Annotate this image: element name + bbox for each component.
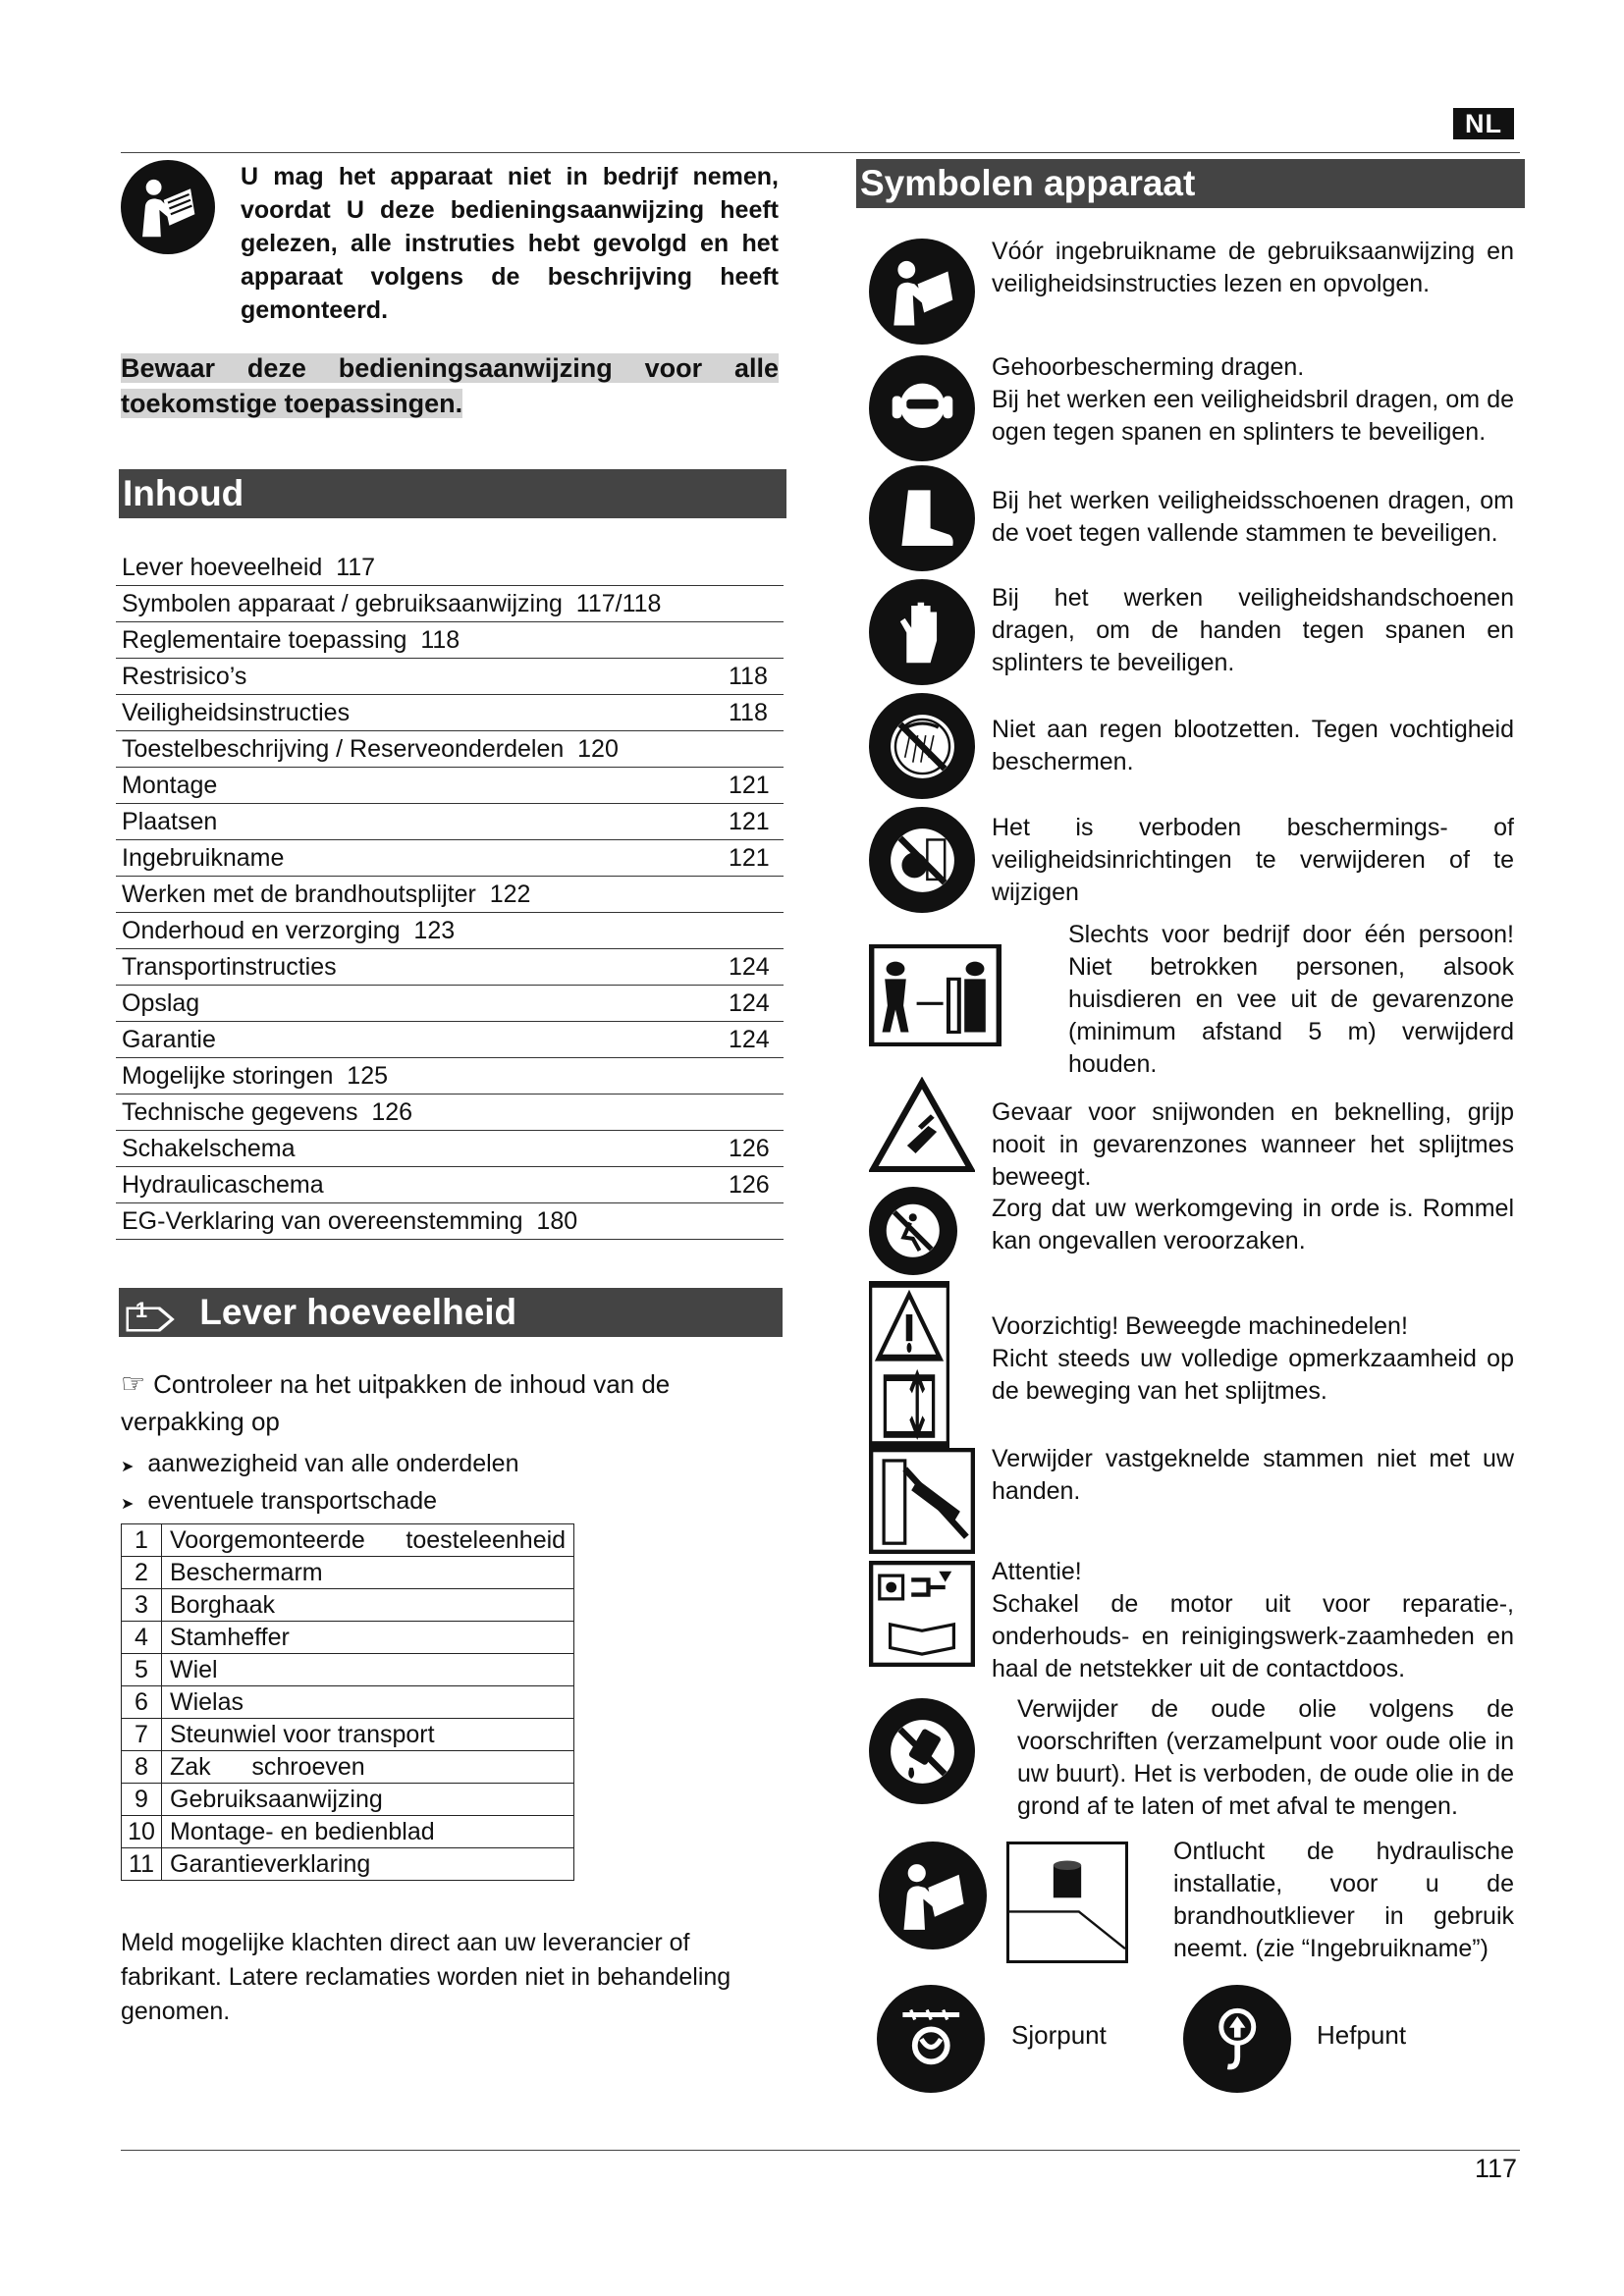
toc-entry-label: Toestelbeschrijving / Reserveonderdelen 120 <box>122 735 619 763</box>
tidy-workplace-icon <box>869 1187 957 1275</box>
symbol-description: Attentie! Schakel de motor uit voor reparatie-, onderhouds- en reinigingswerk-zaamheden en haal de netstekker uit de contactdoos. <box>992 1558 1514 1682</box>
symbol-description: Ontlucht de hydraulische installatie, voor u de brandhoutkliever in gebruik neemt. (zie “Ingebruikname”) <box>1173 1838 1514 1962</box>
toc-entry-page <box>729 622 778 658</box>
part-description: Wiel <box>162 1654 574 1686</box>
toc-entry[interactable] <box>116 550 784 586</box>
symbol-description: Voorzichtig! Beweegde machinedelen! Richt steeds uw volledige opmerkzaamheid op de beweging van het splijtmes. <box>992 1312 1514 1405</box>
symbol-description: Bij het werken veiligheidsschoenen dragen, om de voet tegen vallende stammen te beveiligen. <box>992 487 1514 547</box>
table-row <box>122 1848 574 1881</box>
lashing-point-label: Sjorpunt <box>1011 2020 1107 2050</box>
toc-entry-page: 121 <box>729 772 770 799</box>
toc-entry-label: Restrisico’s <box>122 663 247 690</box>
toc-entry-label: EG-Verklaring van overeenstemming 180 <box>122 1207 578 1235</box>
table-row <box>122 1622 574 1654</box>
bullet-arrow-icon: ➤ <box>121 1496 135 1513</box>
toc-entry-page <box>729 1058 778 1094</box>
toc-entry-page <box>729 550 778 585</box>
safety-boot-icon <box>869 465 975 571</box>
toc-entry-label: Technische gegevens 126 <box>122 1098 413 1126</box>
part-description: Voorgemonteerde toesteleenheid <box>162 1524 574 1557</box>
toc-entry-page: 118 <box>729 699 768 726</box>
toc-entry[interactable] <box>116 804 784 840</box>
table-row <box>122 1557 574 1589</box>
table-of-contents <box>116 550 784 1240</box>
part-description: Wielas <box>162 1686 574 1719</box>
toc-entry-label: Symbolen apparaat / gebruiksaanwijzing 117/118 <box>122 590 662 617</box>
read-manual-icon <box>869 239 975 345</box>
part-number: 3 <box>122 1589 162 1622</box>
toc-entry-label: Veiligheidsinstructies <box>122 699 351 726</box>
part-number: 10 <box>122 1816 162 1848</box>
toc-entry[interactable] <box>116 659 784 695</box>
part-number: 6 <box>122 1686 162 1719</box>
toc-entry-label: Garantie <box>122 1026 216 1053</box>
toc-entry-page: 124 <box>729 953 770 981</box>
toc-entry[interactable] <box>116 949 784 986</box>
symbol-description: Verwijder vastgeknelde stammen niet met uw handen. <box>992 1445 1514 1505</box>
part-number: 9 <box>122 1784 162 1816</box>
part-number: 7 <box>122 1719 162 1751</box>
no-oil-dump-icon <box>869 1698 975 1804</box>
chapter-number: 1 <box>135 1298 148 1323</box>
toc-entry-label: Mogelijke storingen 125 <box>122 1062 388 1090</box>
toc-entry-page: 121 <box>729 844 770 872</box>
symbol-description: Zorg dat uw werkomgeving in orde is. Rommel kan ongevallen veroorzaken. <box>992 1195 1514 1255</box>
keep-manual-note <box>121 350 779 421</box>
part-description: Garantieverklaring <box>162 1848 574 1881</box>
symbol-description: Gehoorbescherming dragen. Bij het werken een veiligheidsbril dragen, om de ogen tegen spanen en splinters te beveiligen. <box>992 353 1514 446</box>
lifting-point-icon <box>1183 1985 1291 2093</box>
read-manual-icon <box>121 160 215 254</box>
unplug-icon <box>869 1561 975 1667</box>
table-row <box>122 1589 574 1622</box>
no-guard-removal-icon <box>869 807 975 913</box>
symbols-heading: Symbolen apparaat <box>856 159 1525 208</box>
hand-pointer-icon: ☞ <box>121 1368 146 1399</box>
lifting-point-label: Hefpunt <box>1317 2020 1407 2050</box>
toc-entry-label: Onderhoud en verzorging 123 <box>122 917 456 944</box>
toc-entry[interactable] <box>116 1167 784 1203</box>
toc-entry[interactable] <box>116 1203 784 1240</box>
toc-entry[interactable] <box>116 695 784 731</box>
toc-entry[interactable] <box>116 840 784 877</box>
toc-heading: Inhoud <box>119 469 786 518</box>
table-row <box>122 1719 574 1751</box>
header-rule <box>121 152 1520 153</box>
toc-entry-page: 118 <box>729 663 768 690</box>
no-rain-icon <box>869 693 975 799</box>
complaint-note: Meld mogelijke klachten direct aan uw leverancier of fabrikant. Latere reclamaties worden niet in behandeling genomen. <box>121 1929 731 2025</box>
toc-entry-page <box>729 1095 778 1130</box>
part-number: 2 <box>122 1557 162 1589</box>
toc-entry[interactable] <box>116 768 784 804</box>
toc-entry-page <box>729 877 778 912</box>
toc-entry[interactable] <box>116 1022 784 1058</box>
toc-entry[interactable] <box>116 1058 784 1095</box>
table-row <box>122 1654 574 1686</box>
part-number: 4 <box>122 1622 162 1654</box>
toc-entry-label: Werken met de brandhoutsplijter 122 <box>122 881 531 908</box>
toc-entry[interactable] <box>116 913 784 949</box>
toc-entry[interactable] <box>116 586 784 622</box>
toc-entry[interactable] <box>116 1095 784 1131</box>
toc-entry-page: 126 <box>729 1171 770 1199</box>
part-description: Montage- en bedienblad <box>162 1816 574 1848</box>
one-operator-icon <box>869 944 1001 1046</box>
supply-bullets <box>121 1447 779 1522</box>
toc-entry-label: Ingebruikname <box>122 844 285 872</box>
footer-rule <box>121 2150 1520 2151</box>
toc-entry[interactable] <box>116 986 784 1022</box>
bleed-hydraulics-icon <box>879 1842 987 1949</box>
symbol-description: Verwijder de oude olie volgens de voorschriften (verzamelpunt voor oude olie in uw buurt). Het is verboden, de oude olie in de grond af te laten of met afval te mengen. <box>1017 1695 1514 1820</box>
toc-entry-label: Transportinstructies <box>122 953 337 981</box>
safety-gloves-icon <box>869 579 975 685</box>
page-number: 117 <box>1474 2154 1517 2183</box>
intro-warning-text: U mag het apparaat niet in bedrijf nemen, voordat U deze bedieningsaanwijzing heeft gelezen, alle instruties hebt gevolgd en het apparaat volgens de beschrijving heeft gemonteerd. <box>241 163 779 324</box>
toc-entry-page <box>729 586 778 621</box>
toc-entry[interactable] <box>116 877 784 913</box>
symbol-description: Het is verboden beschermings- of veiligheidsinrichtingen te verwijderen of te wijzigen <box>992 814 1514 906</box>
part-description: Steunwiel voor transport <box>162 1719 574 1751</box>
symbol-description: Gevaar voor snijwonden en beknelling, grijp nooit in gevarenzones wanneer het splijtmes beweegt. <box>992 1098 1514 1191</box>
table-row <box>122 1816 574 1848</box>
language-badge: NL <box>1453 108 1514 139</box>
supply-instruction-text: Controleer na het uitpakken de inhoud van de verpakking op <box>121 1369 671 1436</box>
part-description: Zak schroeven <box>162 1751 574 1784</box>
bullet-item <box>121 1484 779 1522</box>
supply-title: Lever hoeveelheid <box>199 1292 517 1332</box>
bullet-item <box>121 1447 779 1484</box>
toc-entry-page: 126 <box>729 1135 770 1162</box>
part-number: 11 <box>122 1848 162 1881</box>
crush-hazard-icon <box>869 1077 975 1175</box>
toc-entry-page: 124 <box>729 1026 770 1053</box>
bullet-arrow-icon: ➤ <box>121 1459 135 1475</box>
toc-entry[interactable] <box>116 622 784 659</box>
supply-heading <box>119 1288 783 1337</box>
toc-entry-label: Reglementaire toepassing 118 <box>122 626 460 654</box>
part-description: Borghaak <box>162 1589 574 1622</box>
toc-entry-page <box>729 1203 778 1239</box>
bullet-text: eventuele transportschade <box>147 1487 438 1515</box>
parts-table <box>121 1523 574 1881</box>
lashing-point-icon <box>877 1985 985 2093</box>
table-row <box>122 1751 574 1784</box>
toc-entry-label: Lever hoeveelheid 117 <box>122 554 376 581</box>
toc-entry-page: 121 <box>729 808 770 835</box>
symbol-description: Vóór ingebruikname de gebruiksaanwijzing en veiligheidsinstructies lezen en opvolgen. <box>992 238 1514 297</box>
ear-eye-protection-icon <box>869 355 975 461</box>
toc-entry-label: Plaatsen <box>122 808 218 835</box>
toc-entry-page: 124 <box>729 989 770 1017</box>
part-description: Stamheffer <box>162 1622 574 1654</box>
toc-entry-page <box>729 731 778 767</box>
oil-tank-icon <box>1006 1842 1128 1963</box>
table-row <box>122 1686 574 1719</box>
table-row <box>122 1524 574 1557</box>
bullet-text: aanwezigheid van alle onderdelen <box>147 1450 519 1477</box>
symbol-description: Niet aan regen blootzetten. Tegen vochtigheid beschermen. <box>992 716 1514 775</box>
part-number: 8 <box>122 1751 162 1784</box>
part-description: Beschermarm <box>162 1557 574 1589</box>
toc-entry-label: Montage <box>122 772 218 799</box>
chapter-badge <box>125 1297 176 1324</box>
keep-manual-text: Bewaar deze bedieningsaanwijzing voor alle toekomstige toepassingen. <box>121 353 779 418</box>
symbol-description: Slechts voor bedrijf door één persoon! Niet betrokken personen, alsook huisdieren en vee uit de gevarenzone (minimum afstand 5 m) verwijderd houden. <box>1068 921 1514 1078</box>
toc-entry-label: Schakelschema <box>122 1135 296 1162</box>
table-row <box>122 1784 574 1816</box>
part-description: Gebruiksaanwijzing <box>162 1784 574 1816</box>
toc-entry-page <box>729 913 778 948</box>
supply-instruction <box>121 1365 779 1440</box>
toc-entry[interactable] <box>116 731 784 768</box>
part-number: 5 <box>122 1654 162 1686</box>
toc-entry-label: Hydraulicaschema <box>122 1171 324 1199</box>
toc-entry-label: Opslag <box>122 989 200 1017</box>
symbol-description: Bij het werken veiligheidshandschoenen dragen, om de handen tegen spanen en splinters te beveiligen. <box>992 584 1514 676</box>
toc-entry[interactable] <box>116 1131 784 1167</box>
no-hands-log-icon <box>869 1448 975 1554</box>
part-number: 1 <box>122 1524 162 1557</box>
moving-parts-icon <box>869 1281 949 1448</box>
